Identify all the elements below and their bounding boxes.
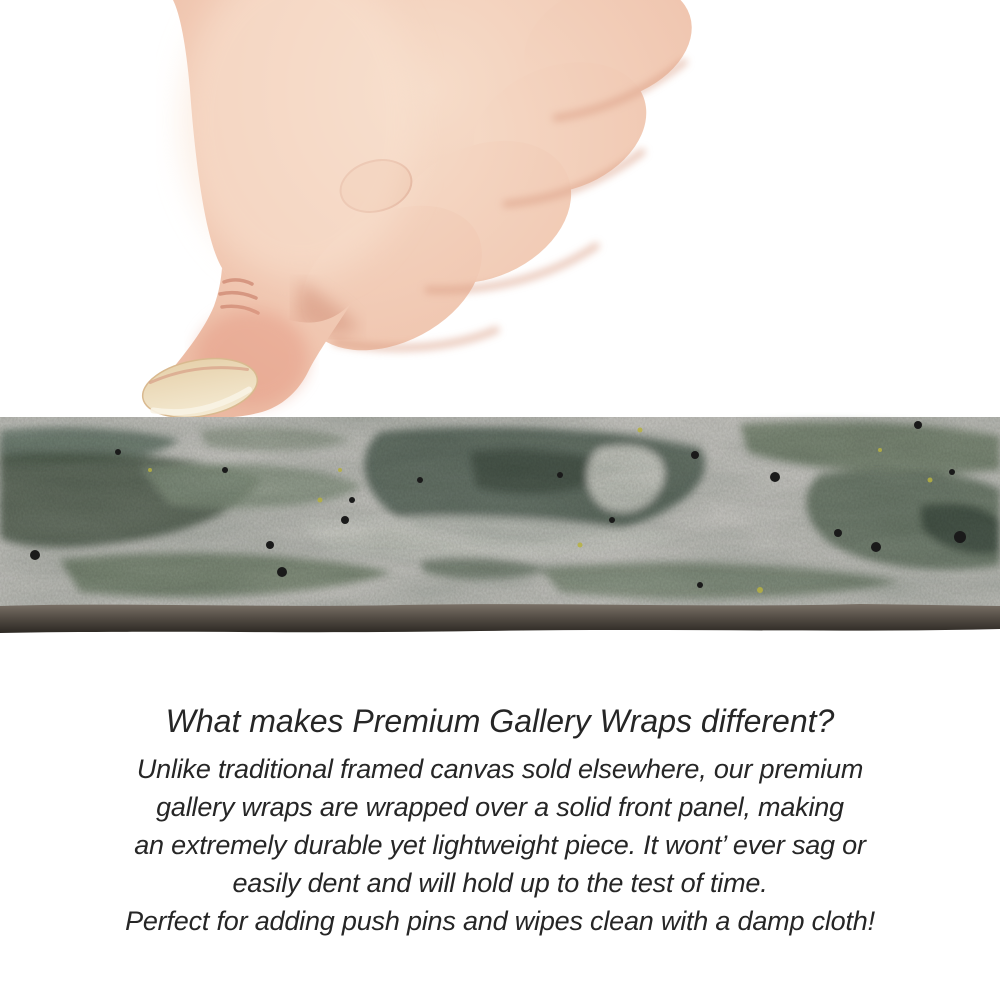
body-line: gallery wraps are wrapped over a solid front panel, making: [156, 792, 844, 822]
body-line: an extremely durable yet lightweight piece. It wont’ ever sag or: [134, 830, 866, 860]
body-line: Perfect for adding push pins and wipes clean with a damp cloth!: [125, 906, 875, 936]
description-text: [0, 690, 1000, 940]
body-line: easily dent and will hold up to the test of time.: [232, 868, 768, 898]
canvas-bottom-edge: [0, 604, 1000, 633]
body-line: Unlike traditional framed canvas sold elsewhere, our premium: [136, 754, 864, 784]
heading: What makes Premium Gallery Wraps different?: [165, 703, 835, 739]
canvas-weave-texture: [0, 417, 1000, 610]
hand-photo: [138, 0, 708, 426]
canvas-strip: [0, 417, 1000, 633]
